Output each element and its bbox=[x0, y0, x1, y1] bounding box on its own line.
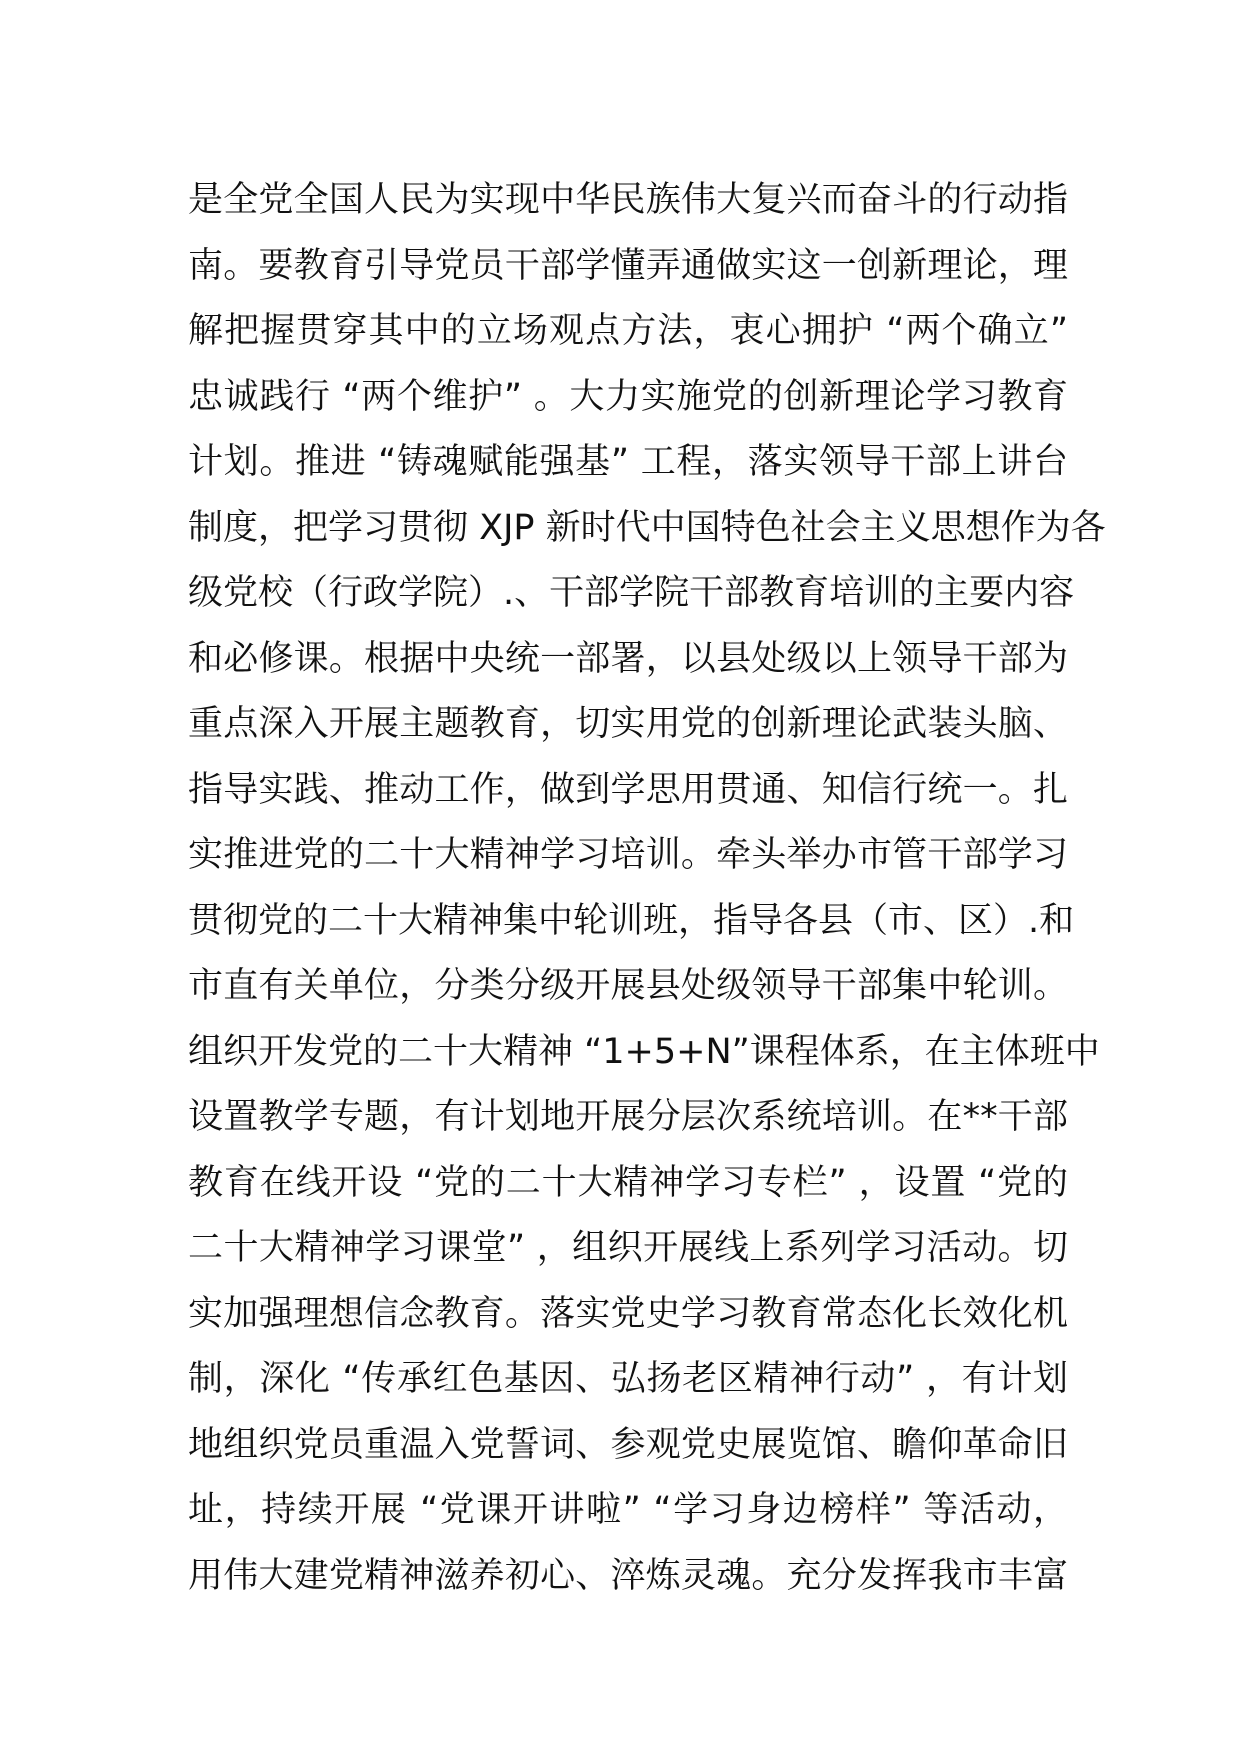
text-line: 忠诚践行 “两个维护” 。大力实施党的创新理论学习教育 bbox=[188, 376, 1068, 417]
text-line: 制，深化 “传承红色基因、弘扬老区精神行动” ，有计划 bbox=[188, 1359, 1068, 1399]
text-line: 解把握贯穿其中的立场观点方法，衷心拥护 “两个确立” bbox=[188, 311, 1068, 351]
text-line: 用伟大建党精神滋养初心、淬炼灵魂。充分发挥我市丰富 bbox=[188, 1555, 1068, 1596]
text-line: 南。要教育引导党员干部学懂弄通做实这一创新理论，理 bbox=[188, 245, 1068, 286]
text-line: 教育在线开设 “党的二十大精神学习专栏” ，设置 “党的 bbox=[188, 1162, 1068, 1203]
text-line: 组织开发党的二十大精神 “1+5+N”课程体系，在主体班中 bbox=[188, 1031, 1100, 1072]
text-line: 重点深入开展主题教育，切实用党的创新理论武装头脑、 bbox=[188, 704, 1068, 744]
text-line: 计划。推进 “铸魂赋能强基” 工程，落实领导干部上讲台 bbox=[188, 442, 1068, 482]
text-line: 市直有关单位，分类分级开展县处级领导干部集中轮训。 bbox=[188, 966, 1068, 1006]
text-line: 设置教学专题，有计划地开展分层次系统培训。在**干部 bbox=[188, 1097, 1068, 1137]
text-line: 地组织党员重温入党誓词、参观党史展览馆、瞻仰革命旧 bbox=[188, 1424, 1068, 1465]
text-line: 实加强理想信念教育。落实党史学习教育常态化长效化机 bbox=[188, 1293, 1068, 1334]
text-line: 制度，把学习贯彻 XJP 新时代中国特色社会主义思想作为各 bbox=[188, 507, 1106, 548]
text-line: 和必修课。根据中央统一部署，以县处级以上领导干部为 bbox=[188, 638, 1068, 679]
text-line: 指导实践、推动工作，做到学思用贯通、知信行统一。扎 bbox=[188, 769, 1068, 810]
text-line: 二十大精神学习课堂” ，组织开展线上系列学习活动。切 bbox=[188, 1228, 1068, 1268]
text-line: 是全党全国人民为实现中华民族伟大复兴而奋斗的行动指 bbox=[188, 180, 1068, 220]
text-line: 实推进党的二十大精神学习培训。牵头举办市管干部学习 bbox=[188, 835, 1068, 875]
text-line: 贯彻党的二十大精神集中轮训班，指导各县（市、区）.和 bbox=[188, 900, 1075, 941]
text-line: 址，持续开展 “党课开讲啦” “学习身边榜样” 等活动， bbox=[188, 1490, 1068, 1530]
body-paragraph bbox=[188, 168, 1106, 1609]
text-line: 级党校（行政学院）.、干部学院干部教育培训的主要内容 bbox=[188, 573, 1075, 613]
